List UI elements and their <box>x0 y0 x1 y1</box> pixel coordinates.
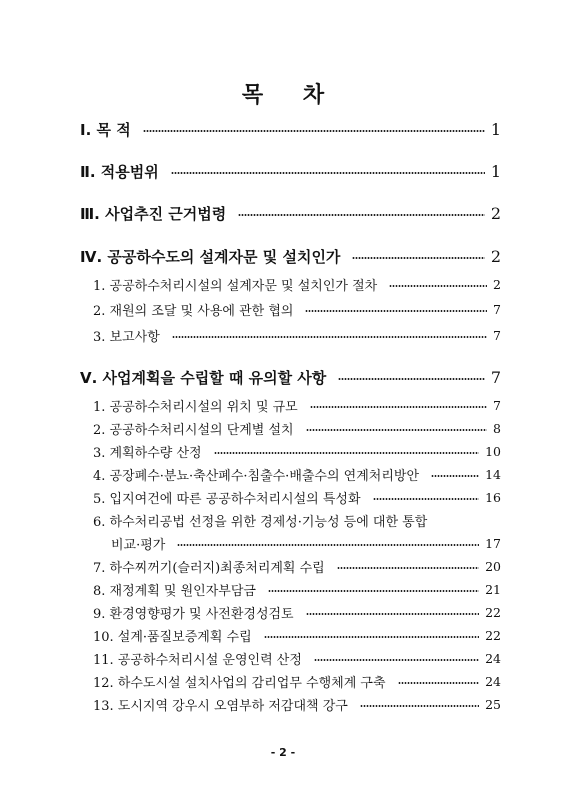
toc-page: 2 <box>493 276 501 292</box>
toc-label: 11. 공공하수처리시설 운영인력 산정 <box>93 652 302 668</box>
dot-leader <box>268 590 479 592</box>
toc-label: 2. 재원의 조달 및 사용에 관한 협의 <box>93 303 294 319</box>
toc-item-4-3[interactable] <box>0 324 566 346</box>
toc-label: 12. 하수도시설 설치사업의 감리업무 수행체계 구축 <box>93 675 386 691</box>
toc-section-3[interactable] <box>0 202 566 224</box>
toc-item-4-1[interactable] <box>0 273 566 295</box>
toc-label: 9. 환경영향평가 및 사전환경성검토 <box>93 606 294 622</box>
toc-label: 3. 보고사항 <box>93 329 160 345</box>
toc-label: 13. 도시지역 강우시 오염부하 저감대책 강구 <box>93 698 348 714</box>
toc-page: 1 <box>490 119 501 139</box>
toc-page: 7 <box>493 327 501 343</box>
toc-title: 목 차 <box>241 83 341 108</box>
toc-item-5-12[interactable] <box>0 670 566 692</box>
toc-page: 2 <box>490 203 501 223</box>
toc-page: 25 <box>485 696 501 712</box>
toc-item-5-10[interactable] <box>0 624 566 646</box>
toc-item-5-11[interactable] <box>0 647 566 669</box>
toc-item-5-3[interactable] <box>0 440 566 462</box>
dot-leader <box>398 682 480 684</box>
toc-item-5-2[interactable] <box>0 417 566 439</box>
dot-leader <box>306 613 479 615</box>
toc-page: 22 <box>485 627 501 643</box>
toc-page: 24 <box>485 650 501 666</box>
toc-label: Ⅰ. 목 적 <box>80 120 131 139</box>
toc-label: 8. 재정계획 및 원인자부담금 <box>93 583 256 599</box>
toc-label: 1. 공공하수처리시설의 설계자문 및 설치인가 절차 <box>93 278 378 294</box>
toc-page: 16 <box>485 489 501 505</box>
toc-label: 3. 계획하수량 산정 <box>93 445 202 461</box>
toc-page: 2 <box>490 246 501 266</box>
toc-section-2[interactable] <box>0 160 566 182</box>
page-number: - 2 - <box>270 746 296 759</box>
toc-page: 7 <box>490 367 501 387</box>
toc-label: Ⅳ. 공공하수도의 설계자문 및 설치인가 <box>80 247 341 266</box>
dot-leader <box>310 406 487 408</box>
toc-item-5-4[interactable] <box>0 463 566 485</box>
toc-label: 5. 입지여건에 따른 공공하수처리시설의 특성화 <box>93 491 361 507</box>
toc-label: 7. 하수찌꺼기(슬러지)최종처리계획 수립 <box>93 560 325 576</box>
dot-leader <box>314 659 479 661</box>
dot-leader <box>338 378 485 380</box>
toc-item-5-6[interactable] <box>0 509 566 531</box>
dot-leader <box>373 498 480 500</box>
toc-page: 7 <box>493 397 501 413</box>
dot-leader <box>264 636 479 638</box>
toc-item-5-7[interactable] <box>0 555 566 577</box>
toc-section-1[interactable] <box>0 118 566 140</box>
toc-label: 6. 하수처리공법 선정을 위한 경제성·기능성 등에 대한 통합 <box>93 514 428 530</box>
dot-leader <box>171 172 485 174</box>
dot-leader <box>337 567 479 569</box>
toc-label: 2. 공공하수처리시설의 단계별 설치 <box>93 422 294 438</box>
dot-leader <box>306 429 487 431</box>
toc-item-5-9[interactable] <box>0 601 566 623</box>
toc-label: Ⅴ. 사업계획을 수립할 때 유의할 사항 <box>80 368 327 387</box>
toc-label: 1. 공공하수처리시설의 위치 및 규모 <box>93 399 298 415</box>
toc-page: 8 <box>493 420 501 436</box>
toc-item-4-2[interactable] <box>0 298 566 320</box>
dot-leader <box>214 452 480 454</box>
dot-leader <box>143 130 485 132</box>
toc-page: 20 <box>485 558 501 574</box>
toc-label: Ⅱ. 적용범위 <box>80 162 159 181</box>
toc-page: 14 <box>485 466 501 482</box>
dot-leader <box>177 544 479 546</box>
toc-label: 10. 설계·품질보증계획 수립 <box>93 629 252 645</box>
toc-item-5-8[interactable] <box>0 578 566 600</box>
toc-page: 10 <box>485 443 501 459</box>
dot-leader <box>389 285 487 287</box>
toc-page: 17 <box>485 535 501 551</box>
toc-label: Ⅲ. 사업추진 근거법령 <box>80 204 227 223</box>
toc-item-5-5[interactable] <box>0 486 566 508</box>
toc-section-5[interactable] <box>0 366 566 388</box>
dot-leader <box>431 475 479 477</box>
toc-page: 7 <box>493 301 501 317</box>
toc-item-5-6-cont[interactable] <box>0 532 566 554</box>
toc-label: 4. 공장폐수·분뇨·축산폐수·침출수·배출수의 연계처리방안 <box>93 468 420 484</box>
toc-page: 21 <box>485 581 501 597</box>
dot-leader <box>360 705 479 707</box>
dot-leader <box>238 214 485 216</box>
dot-leader <box>305 310 487 312</box>
toc-item-5-13[interactable] <box>0 693 566 715</box>
dot-leader <box>172 336 487 338</box>
toc-page: 24 <box>485 673 501 689</box>
toc-section-4[interactable] <box>0 245 566 267</box>
toc-item-5-1[interactable] <box>0 394 566 416</box>
toc-page: 22 <box>485 604 501 620</box>
toc-page: 1 <box>490 161 501 181</box>
toc-label: 비교·평가 <box>111 537 166 553</box>
dot-leader <box>352 257 484 259</box>
